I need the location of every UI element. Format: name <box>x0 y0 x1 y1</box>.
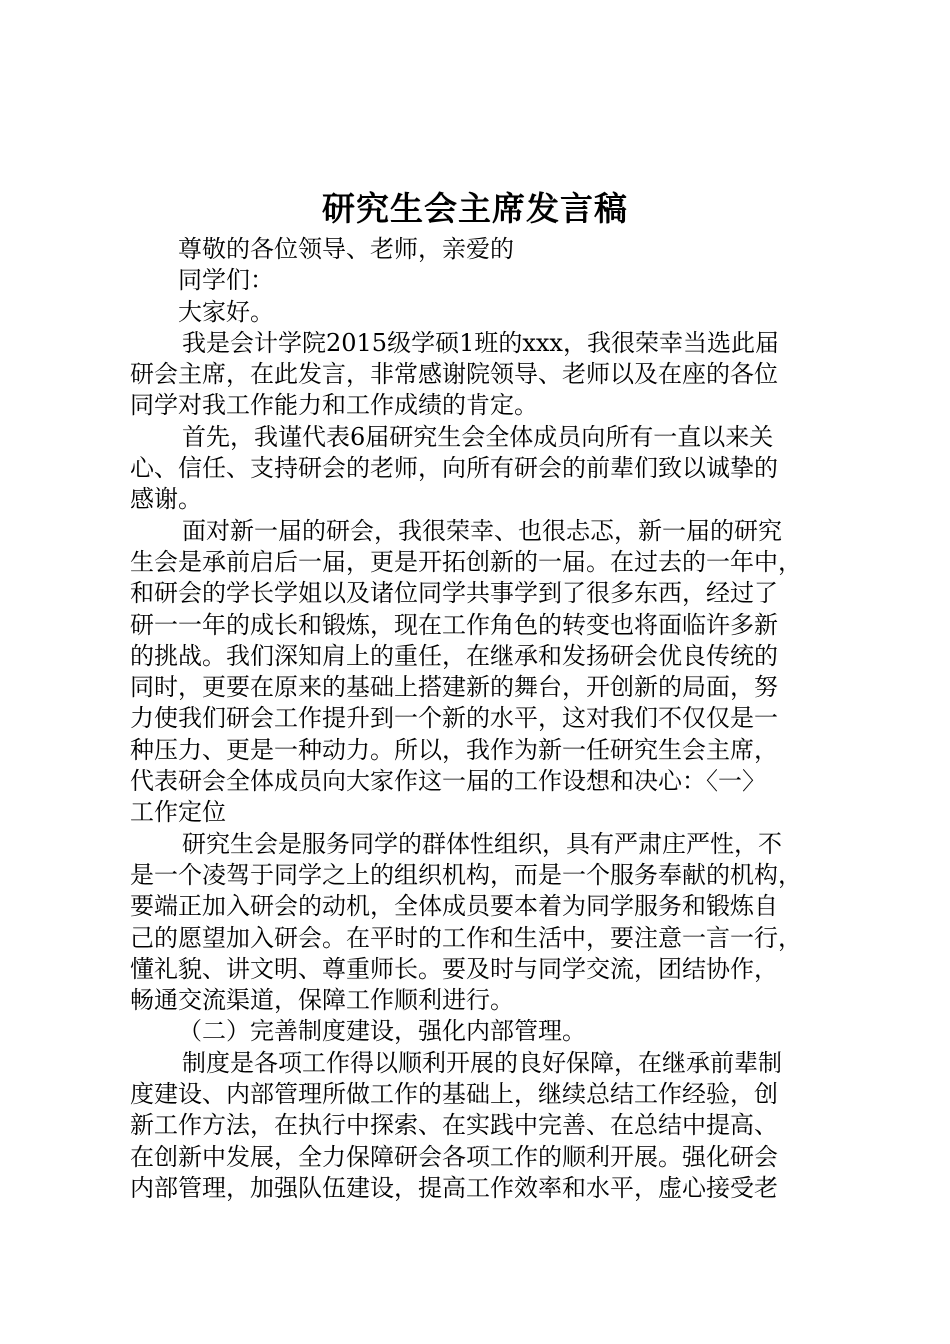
paragraph-line: 研一一年的成长和锻炼，现在工作角色的转变也将面临许多新 <box>130 610 778 639</box>
paragraph-line: 在创新中发展，全力保障研会各项工作的顺利开展。强化研会 <box>130 1142 778 1171</box>
paragraph-line: 内部管理，加强队伍建设，提高工作效率和水平，虚心接受老 <box>130 1173 778 1202</box>
paragraph-line: 我是会计学院2015级学硕1班的xxx，我很荣幸当选此届 <box>182 328 779 357</box>
document-title: 研究生会主席发言稿 <box>322 189 628 228</box>
paragraph-line: 生会是承前启后一届，更是开拓创新的一届。在过去的一年中， <box>130 547 802 576</box>
paragraph-line: 面对新一届的研会，我很荣幸、也很忐忑，新一届的研究 <box>182 516 782 545</box>
paragraph-line: 制度是各项工作得以顺利开展的良好保障，在继承前辈制 <box>182 1048 782 1077</box>
salutation-line: 尊敬的各位领导、老师，亲爱的 <box>178 235 514 263</box>
paragraph-line: 代表研会全体成员向大家作这一届的工作设想和决心：〈一〉 <box>130 767 766 796</box>
paragraph-line: 新工作方法，在执行中探索、在实践中完善、在总结中提高、 <box>130 1111 778 1140</box>
paragraph-line: 和研会的学长学姐以及诸位同学共事学到了很多东西，经过了 <box>130 579 778 608</box>
greeting-line: 大家好。 <box>178 297 274 326</box>
paragraph-line: 力使我们研会工作提升到一个新的水平，这对我们不仅仅是一 <box>130 704 778 733</box>
paragraph-line: 的挑战。我们深知肩上的重任，在继承和发扬研会优良传统的 <box>130 641 778 670</box>
paragraph-line: 首先，我谨代表6届研究生会全体成员向所有一直以来关 <box>182 422 774 451</box>
paragraph-line: 要端正加入研会的动机，全体成员要本着为同学服务和锻炼自 <box>130 892 778 921</box>
paragraph-line: 研究生会是服务同学的群体性组织，具有严肃庄严性，不 <box>182 829 782 858</box>
paragraph-line: 是一个凌驾于同学之上的组织机构，而是一个服务奉献的机构， <box>130 860 802 889</box>
paragraph-line: 畅通交流渠道，保障工作顺利进行。 <box>130 986 514 1015</box>
paragraph-line: 同学对我工作能力和工作成绩的肯定。 <box>130 391 538 420</box>
paragraph-line: 种压力、更是一种动力。所以，我作为新一任研究生会主席， <box>130 735 778 764</box>
section-heading-line: （二）完善制度建设，强化内部管理。 <box>178 1017 586 1046</box>
paragraph-line: 同时，更要在原来的基础上搭建新的舞台，开创新的局面，努 <box>130 673 778 702</box>
document-body <box>130 234 855 1204</box>
paragraph-line: 感谢。 <box>130 485 202 514</box>
paragraph-line: 懂礼貌、讲文明、尊重师长。要及时与同学交流，团结协作， <box>130 954 778 983</box>
paragraph-line: 度建设、内部管理所做工作的基础上，继续总结工作经验，创 <box>130 1080 778 1109</box>
paragraph-line: 己的愿望加入研会。在平时的工作和生活中，要注意一言一行， <box>130 923 802 952</box>
salutation-line: 同学们： <box>178 266 274 295</box>
paragraph-line: 心、信任、支持研会的老师，向所有研会的前辈们致以诚挚的 <box>130 454 778 483</box>
paragraph-line: 研会主席，在此发言，非常感谢院领导、老师以及在座的各位 <box>130 360 778 389</box>
section-heading-line: 工作定位 <box>130 798 226 827</box>
